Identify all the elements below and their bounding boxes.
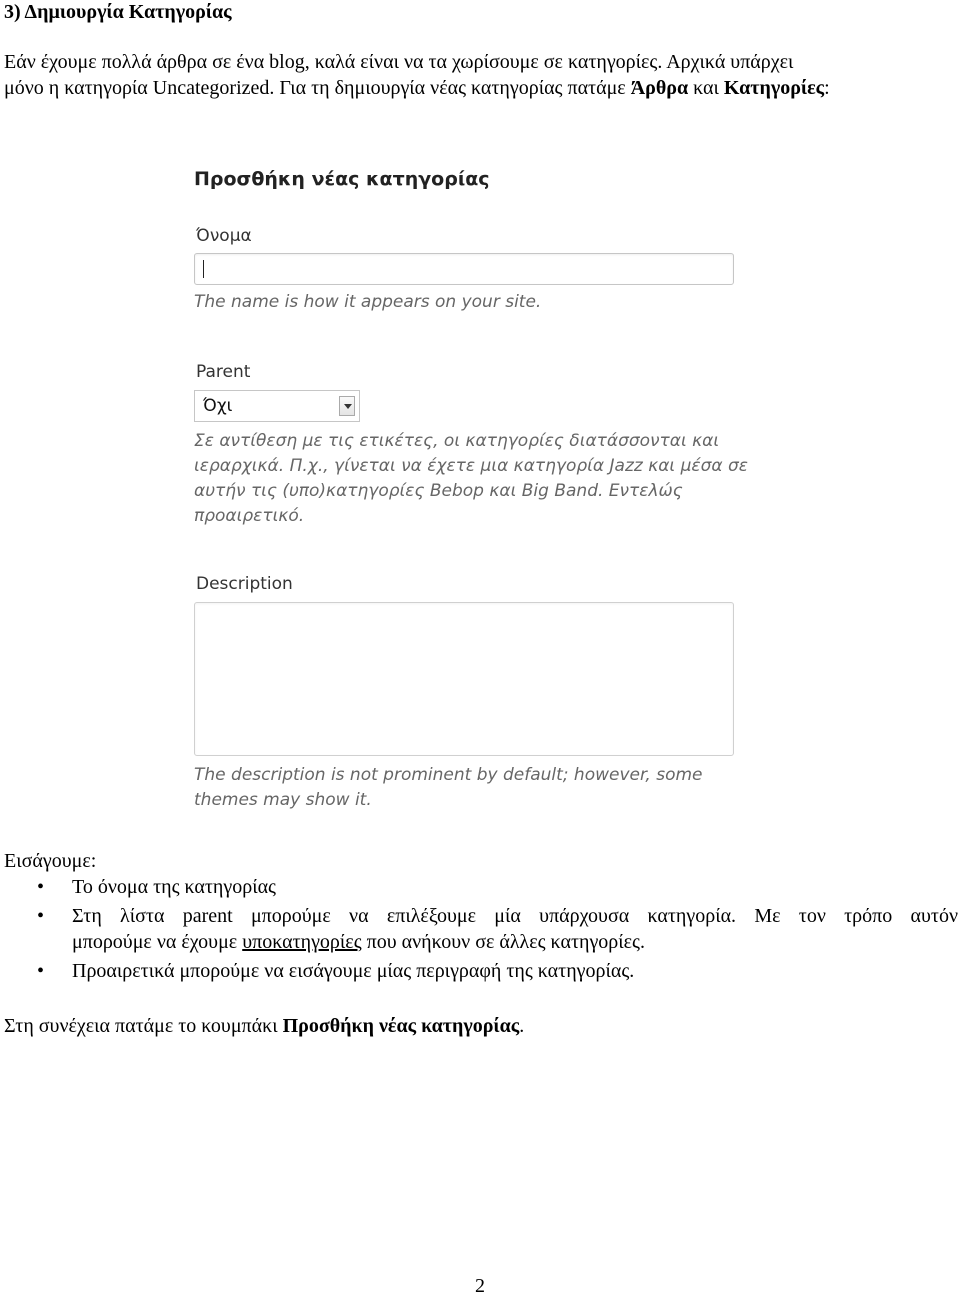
list-item: [0, 874, 958, 900]
parent-selected-value: Όχι: [203, 396, 233, 416]
text-caret: [203, 260, 204, 278]
list-item: [0, 903, 958, 955]
closing-text: Στη συνέχεια πατάμε το κουμπάκι: [4, 1015, 283, 1037]
intro-line-1: Εάν έχουμε πολλά άρθρα σε ένα blog, καλά είναι να τα χωρίσουμε σε κατηγορίες. Αρχικά υπάρχει: [4, 51, 794, 73]
description-label: Description: [196, 574, 293, 594]
list-item: [0, 958, 958, 984]
description-textarea[interactable]: [194, 602, 734, 756]
menu-categories-label: Κατηγορίες: [723, 77, 825, 99]
parent-hint: Σε αντίθεση με τις ετικέτες, οι κατηγορίες διατάσσονται και ιεραρχικά. Π.χ., γίνεται να έχετε μια κατηγορία Jazz και μέσα σε αυτήν τις (υπο)κατηγορίες Bebop και Big Band. Εντελώς προαιρετικό.: [194, 431, 748, 526]
dropdown-arrow-icon[interactable]: [339, 396, 355, 416]
list-item-text-line-1: Στη λίστα parent μπορούμε να επιλέξουμε μία υπάρχουσα κατηγορία. Με τον τρόπο αυτόν: [72, 905, 958, 927]
lead-text: Εισάγουμε:: [4, 850, 97, 872]
name-input[interactable]: [194, 253, 734, 285]
menu-articles-label: Άρθρα: [630, 77, 689, 99]
page-number: 2: [475, 1275, 485, 1297]
bullet-icon: •: [37, 905, 45, 927]
add-category-button-name: Προσθήκη νέας κατηγορίας: [282, 1015, 520, 1037]
description-hint: The description is not prominent by default; however, some themes may show it.: [194, 765, 703, 810]
list-item-text-line-2: μπορούμε να έχουμε: [72, 931, 243, 953]
bullet-icon: •: [37, 876, 45, 898]
add-category-form-screenshot: [190, 160, 770, 820]
section-heading: 3) Δημιουργία Κατηγορίας: [4, 1, 232, 23]
intro-colon: :: [824, 77, 830, 99]
bullet-icon: •: [37, 960, 45, 982]
intro-connector: και: [688, 77, 724, 99]
form-title: Προσθήκη νέας κατηγορίας: [194, 168, 490, 190]
closing-paragraph: [4, 1013, 524, 1039]
list-item-text-line-2-end: που ανήκουν σε άλλες κατηγορίες.: [361, 931, 645, 953]
parent-select[interactable]: [194, 390, 360, 422]
intro-line-2: μόνο η κατηγορία Uncategorized. Για τη δημιουργία νέας κατηγορίας πατάμε: [4, 77, 631, 99]
closing-period: .: [519, 1015, 525, 1037]
name-hint: The name is how it appears on your site.: [194, 292, 542, 312]
name-label: Όνομα: [196, 226, 252, 246]
list-item-text: Το όνομα της κατηγορίας: [72, 876, 276, 898]
subcategories-term: υποκατηγορίες: [242, 931, 362, 953]
parent-label: Parent: [196, 362, 251, 382]
steps-list: [0, 874, 958, 987]
intro-paragraph: [4, 49, 954, 101]
list-item-text: Προαιρετικά μπορούμε να εισάγουμε μίας περιγραφή της κατηγορίας.: [72, 960, 635, 982]
